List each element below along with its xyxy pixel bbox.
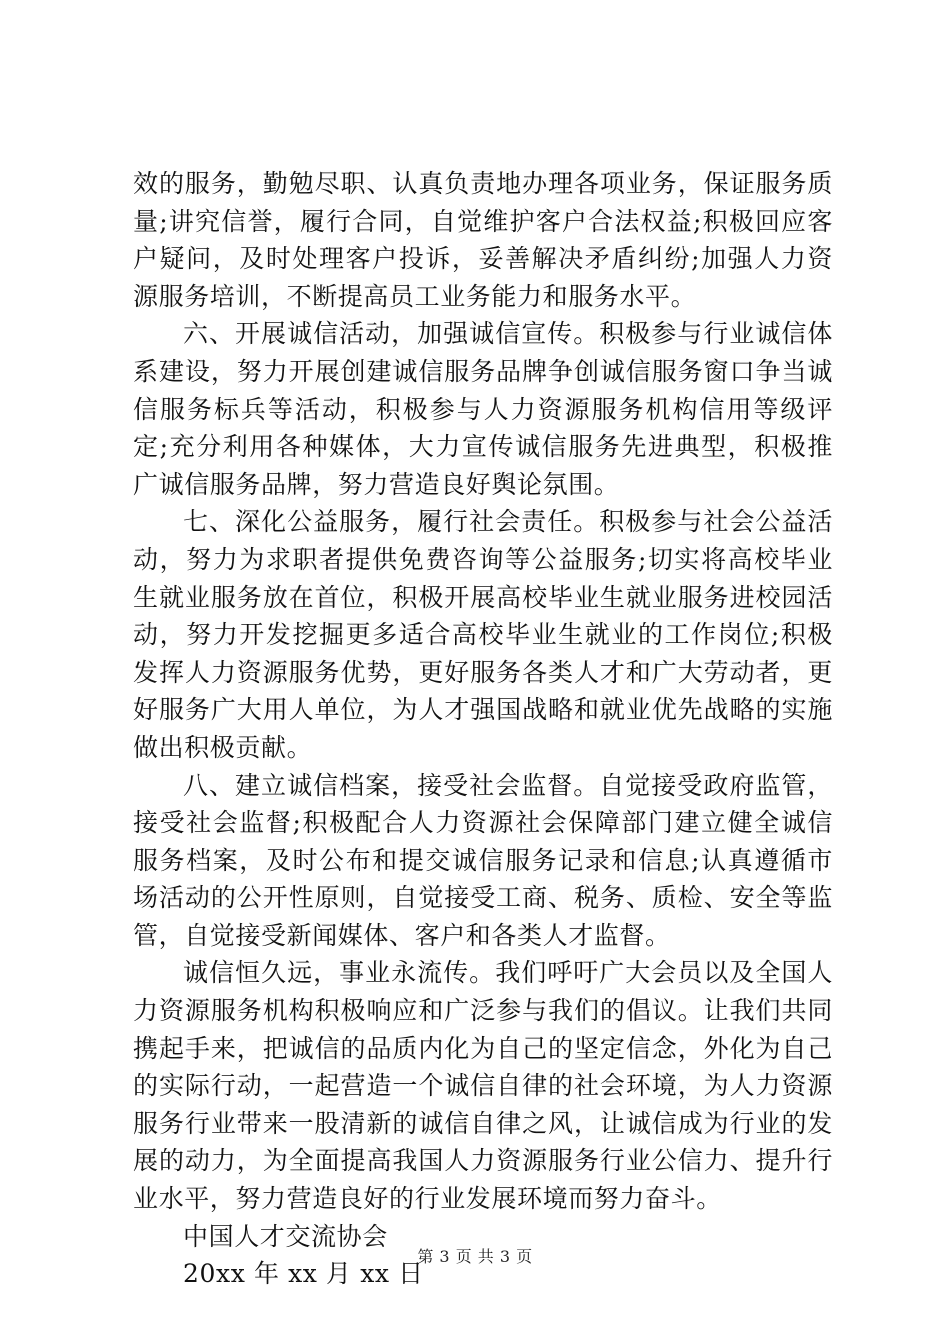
signature-organization: 中国人才交流协会: [183, 1221, 388, 1251]
paragraph-continuation: 效的服务，勤勉尽职、认真负责地办理各项业务，保证服务质量;讲究信誉，履行合同，自觉维护客户合法权益;积极回应客户疑问，及时处理客户投诉，妥善解决矛盾纠纷;加强人力资源服务培训，不断提高员工业务能力和服务水平。: [133, 169, 833, 311]
paragraph-section-eight: 八、建立诚信档案，接受社会监督。自觉接受政府监管，接受社会监督;积极配合人力资源社会保障部门建立健全诚信服务档案，及时公布和提交诚信服务记录和信息;认真遵循市场活动的公开性原则，自觉接受工商、税务、质检、安全等监管，自觉接受新闻媒体、客户和各类人才监督。: [133, 770, 833, 950]
paragraph-section-seven: 七、深化公益服务，履行社会责任。积极参与社会公益活动，努力为求职者提供免费咨询等公益服务;切实将高校毕业生就业服务放在首位，积极开展高校毕业生就业服务进校园活动，努力开发挖掘更多适合高校毕业生就业的工作岗位;积极发挥人力资源服务优势，更好服务各类人才和广大劳动者，更好服务广大用人单位，为人才强国战略和就业优先战略的实施做出积极贡献。: [133, 507, 833, 762]
page-number-footer: 第 3 页 共 3 页: [417, 1247, 533, 1266]
document-body: [133, 165, 833, 1293]
paragraph-section-six: 六、开展诚信活动，加强诚信宣传。积极参与行业诚信体系建设，努力开展创建诚信服务品牌争创诚信服务窗口争当诚信服务标兵等活动，积极参与人力资源服务机构信用等级评定;充分利用各种媒体，大力宣传诚信服务先进典型，积极推广诚信服务品牌，努力营造良好舆论氛围。: [133, 319, 833, 499]
paragraph-closing: 诚信恒久远，事业永流传。我们呼吁广大会员以及全国人力资源服务机构积极响应和广泛参与我们的倡议。让我们共同携起手来，把诚信的品质内化为自己的坚定信念，外化为自己的实际行动，一起营造一个诚信自律的社会环境，为人力资源服务行业带来一股清新的诚信自律之风，让诚信成为行业的发展的动力，为全面提高我国人力资源服务行业公信力、提升行业水平，努力营造良好的行业发展环境而努力奋斗。: [133, 958, 833, 1214]
signature-date: 20xx 年 xx 月 xx 日: [183, 1259, 424, 1289]
